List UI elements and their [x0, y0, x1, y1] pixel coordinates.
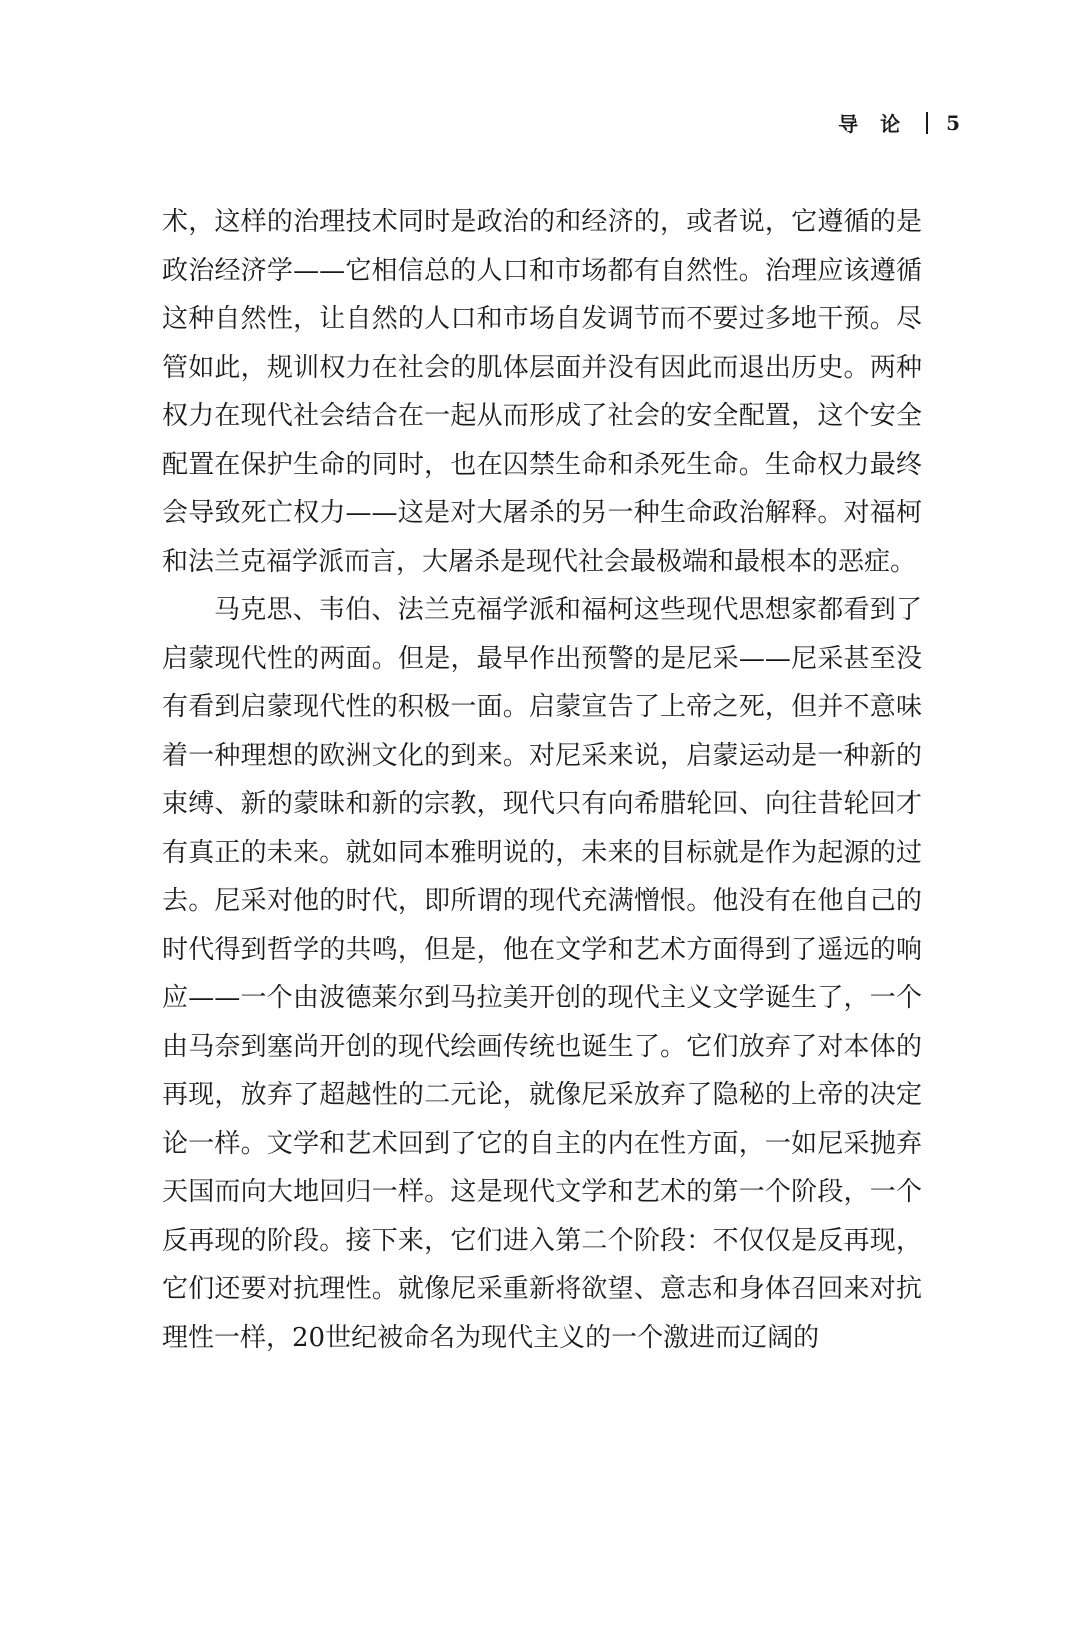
paragraph-continued: 术，这样的治理技术同时是政治的和经济的，或者说，它遵循的是政治经济学——它相信总的人口和市场都有自然性。治理应该遵循这种自然性，让自然的人口和市场自发调节而不要过多地干预。尽管如此，规训权力在社会的肌体层面并没有因此而退出历史。两种权力在现代社会结合在一起从而形成了社会的安全配置，这个安全配置在保护生命的同时，也在囚禁生命和杀死生命。生命权力最终会导致死亡权力——这是对大屠杀的另一种生命政治解释。对福柯和法兰克福学派而言，大屠杀是现代社会最极端和最根本的恶症。 — [162, 207, 922, 577]
chapter-title: 导论 — [838, 112, 923, 136]
header-divider — [926, 112, 928, 134]
paragraph: 马克思、韦伯、法兰克福学派和福柯这些现代思想家都看到了启蒙现代性的两面。但是，最早作出预警的是尼采——尼采甚至没有看到启蒙现代性的积极一面。启蒙宣告了上帝之死，但并不意味着一种理想的欧洲文化的到来。对尼采来说，启蒙运动是一种新的束缚、新的蒙昧和新的宗教，现代只有向希腊轮回、向往昔轮回才有真正的未来。就如同本雅明说的，未来的目标就是作为起源的过去。尼采对他的时代，即所谓的现代充满憎恨。他没有在他自己的时代得到哲学的共鸣，但是，他在文学和艺术方面得到了遥远的响应——一个由波德莱尔到马拉美开创的现代主义文学诞生了，一个由马奈到塞尚开创的现代绘画传统也诞生了。它们放弃了对本体的再现，放弃了超越性的二元论，就像尼采放弃了隐秘的上帝的决定论一样。文学和艺术回到了它的自主的内在性方面，一如尼采抛弃天国而向大地回归一样。这是现代文学和艺术的第一个阶段，一个反再现的阶段。接下来，它们进入第二个阶段：不仅仅是反再现，它们还要对抗理性。就像尼采重新将欲望、意志和身体召回来对抗理性一样，20世纪被命名为现代主义的一个激进而辽阔的 — [162, 595, 922, 1353]
body-text — [162, 198, 922, 1362]
page-number: 5 — [946, 110, 960, 135]
running-header — [838, 108, 960, 137]
